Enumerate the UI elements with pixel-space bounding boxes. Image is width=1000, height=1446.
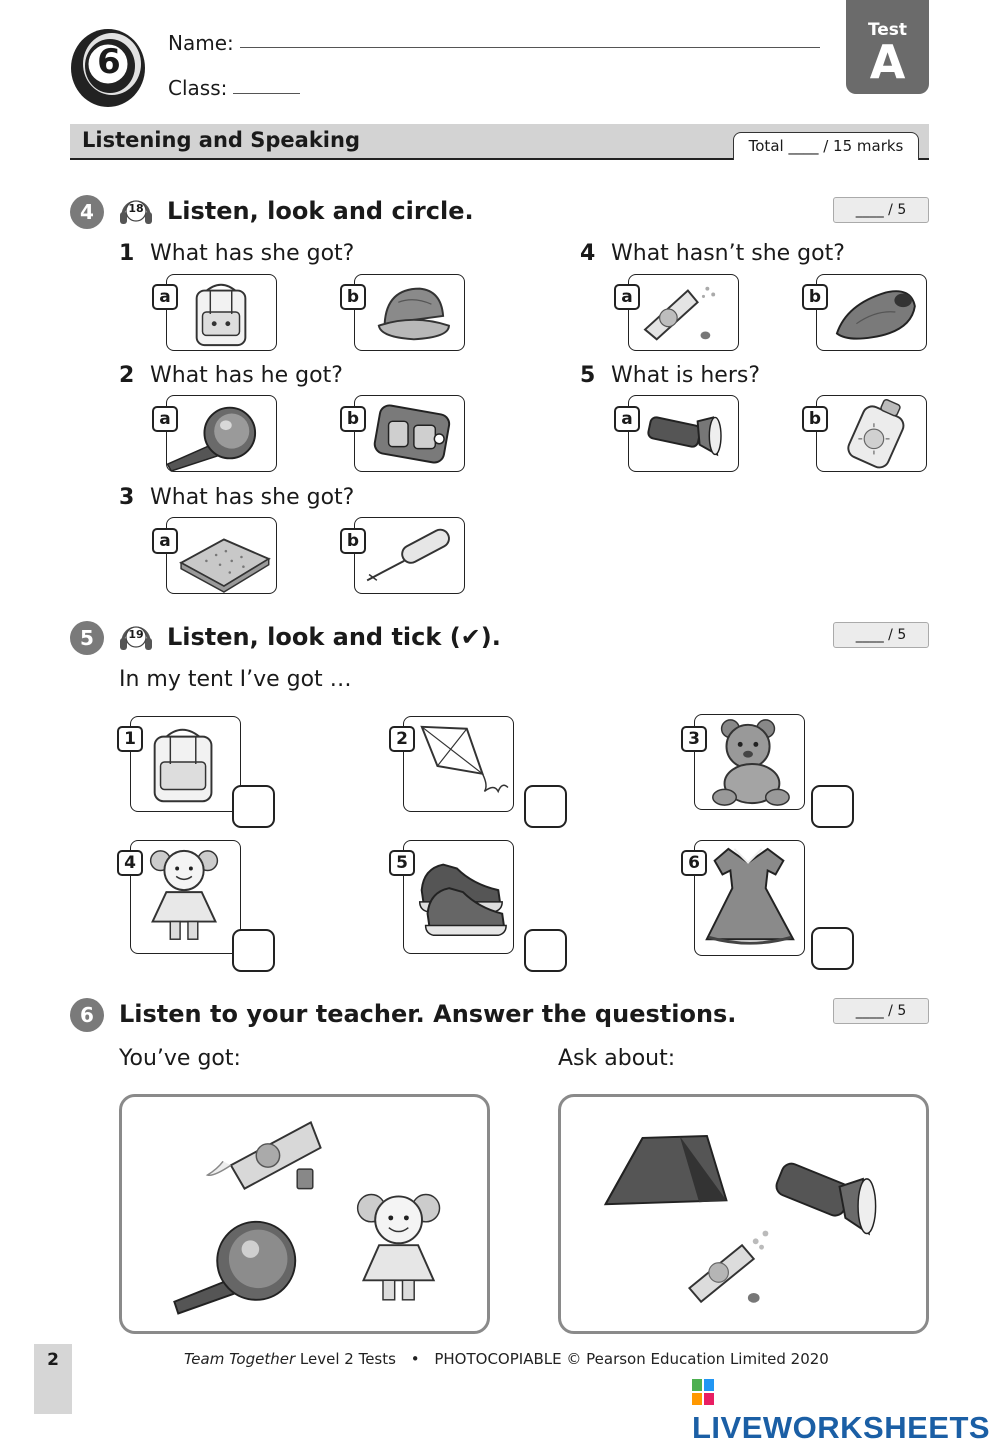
question-2-number: 2 <box>119 363 135 388</box>
q1-option-b-letter[interactable]: b <box>340 284 366 310</box>
brand-name: LIVEWORKSHEETS <box>692 1410 991 1445</box>
tick-item-5-picture <box>403 840 514 954</box>
question-3-number: 3 <box>119 485 135 510</box>
trainers-icon <box>404 841 513 953</box>
exercise-4-title: Listen, look and circle. <box>167 197 474 225</box>
tick-item-2-picture <box>403 716 514 812</box>
tick-item-3-picture <box>694 714 805 810</box>
sleeping-bag-icon <box>817 275 926 350</box>
q3-option-b-letter[interactable]: b <box>340 528 366 554</box>
liveworksheets-mark-icon <box>692 1379 714 1405</box>
q4-option-b-picture[interactable] <box>816 274 927 351</box>
sun-cream-icon <box>817 396 926 471</box>
headphones-icon[interactable] <box>118 619 154 655</box>
dress-icon <box>695 841 804 955</box>
left-panel-label: You’ve got: <box>119 1046 241 1071</box>
tick-box-6[interactable] <box>811 927 854 970</box>
tick-item-6-picture <box>694 840 805 956</box>
liveworksheets-logo[interactable] <box>692 1374 1000 1446</box>
backpack-icon <box>355 396 464 471</box>
tick-item-4-number: 4 <box>117 850 143 876</box>
q2-option-b-picture[interactable] <box>354 395 465 472</box>
question-4-number: 4 <box>580 241 596 266</box>
q3-option-a-letter[interactable]: a <box>152 528 178 554</box>
book-level: Level 2 Tests <box>295 1350 396 1368</box>
q4-option-a-picture[interactable] <box>628 274 739 351</box>
exercise-5-title: Listen, look and tick (✔). <box>167 623 501 651</box>
q1-option-b-picture[interactable] <box>354 274 465 351</box>
question-1-number: 1 <box>119 241 135 266</box>
tick-item-2-number: 2 <box>389 726 415 752</box>
backpack-icon <box>131 717 240 811</box>
toothpaste-icon <box>689 1231 768 1303</box>
cap-icon <box>355 275 464 350</box>
exercise-5-score: ____ / 5 <box>833 622 929 648</box>
toothpaste-icon <box>629 275 738 350</box>
tick-box-3[interactable] <box>811 785 854 828</box>
backpack-icon <box>167 275 276 350</box>
you-have-got-panel <box>119 1094 490 1334</box>
q4-option-a-letter[interactable]: a <box>614 284 640 310</box>
exercise-5-prompt: In my tent I’ve got … <box>119 667 352 692</box>
class-label: Class: <box>168 76 228 100</box>
q3-option-b-picture[interactable] <box>354 517 465 594</box>
track-number: 18 <box>128 202 144 215</box>
section-title: Listening and Speaking <box>82 128 360 152</box>
tent-icon <box>606 1136 727 1204</box>
exercise-5-number: 5 <box>70 621 104 655</box>
exercise-6-title: Listen to your teacher. Answer the questions. <box>119 1000 737 1028</box>
tick-item-4-picture <box>130 840 241 954</box>
torch-icon <box>167 396 276 471</box>
toothpaste-icon <box>207 1122 320 1188</box>
sleeping-mat-icon <box>167 518 276 593</box>
q5-option-a-picture[interactable] <box>628 395 739 472</box>
teddy-bear-icon <box>695 715 804 809</box>
ask-about-panel <box>558 1094 929 1334</box>
q1-option-a-picture[interactable] <box>166 274 277 351</box>
q2-option-a-picture[interactable] <box>166 395 277 472</box>
q1-option-a-letter[interactable]: a <box>152 284 178 310</box>
doll-icon <box>131 841 240 953</box>
total-marks: Total ____ / 15 marks <box>733 132 919 160</box>
torch-icon <box>174 1222 295 1314</box>
question-1-text: What has she got? <box>150 241 355 266</box>
exercise-6-score: ____ / 5 <box>833 998 929 1024</box>
right-panel-label: Ask about: <box>558 1046 676 1071</box>
class-field[interactable] <box>233 93 300 94</box>
headphones-icon[interactable] <box>118 193 154 229</box>
test-letter: A <box>869 35 906 89</box>
q5-option-b-picture[interactable] <box>816 395 927 472</box>
name-label: Name: <box>168 31 234 55</box>
doll-icon <box>358 1195 440 1300</box>
unit-number: 6 <box>97 42 121 82</box>
footer-credits <box>184 1350 829 1368</box>
test-tab <box>846 0 929 94</box>
book-title: Team Together <box>184 1350 296 1368</box>
question-4-text: What hasn’t she got? <box>611 241 845 266</box>
q5-option-b-letter[interactable]: b <box>802 406 828 432</box>
exercise-6-number: 6 <box>70 998 104 1032</box>
toothbrush-icon <box>355 518 464 593</box>
question-2-text: What has he got? <box>150 363 343 388</box>
name-field[interactable] <box>240 47 820 48</box>
tick-item-3-number: 3 <box>681 726 707 752</box>
exercise-4-number: 4 <box>70 195 104 229</box>
unit-badge <box>70 22 146 108</box>
tick-box-4[interactable] <box>232 929 275 972</box>
torch-icon <box>774 1161 876 1234</box>
footer-bullet: • <box>410 1350 420 1368</box>
q4-option-b-letter[interactable]: b <box>802 284 828 310</box>
kite-icon <box>404 717 513 811</box>
q2-option-a-letter[interactable]: a <box>152 406 178 432</box>
exercise-4-score: ____ / 5 <box>833 197 929 223</box>
q3-option-a-picture[interactable] <box>166 517 277 594</box>
tick-box-5[interactable] <box>524 929 567 972</box>
copyright-text: PHOTOCOPIABLE © Pearson Education Limited 2020 <box>434 1350 829 1368</box>
q2-option-b-letter[interactable]: b <box>340 406 366 432</box>
tick-item-1-picture <box>130 716 241 812</box>
torch-icon <box>629 396 738 471</box>
page-number: 2 <box>34 1344 72 1414</box>
tick-box-1[interactable] <box>232 785 275 828</box>
track-number: 19 <box>128 628 144 641</box>
test-word: Test <box>867 20 908 40</box>
tick-box-2[interactable] <box>524 785 567 828</box>
question-3-text: What has she got? <box>150 485 355 510</box>
tick-item-1-number: 1 <box>117 726 143 752</box>
question-5-number: 5 <box>580 363 596 388</box>
q5-option-a-letter[interactable]: a <box>614 406 640 432</box>
question-5-text: What is hers? <box>611 363 761 388</box>
tick-item-6-number: 6 <box>681 850 707 876</box>
tick-item-5-number: 5 <box>389 850 415 876</box>
